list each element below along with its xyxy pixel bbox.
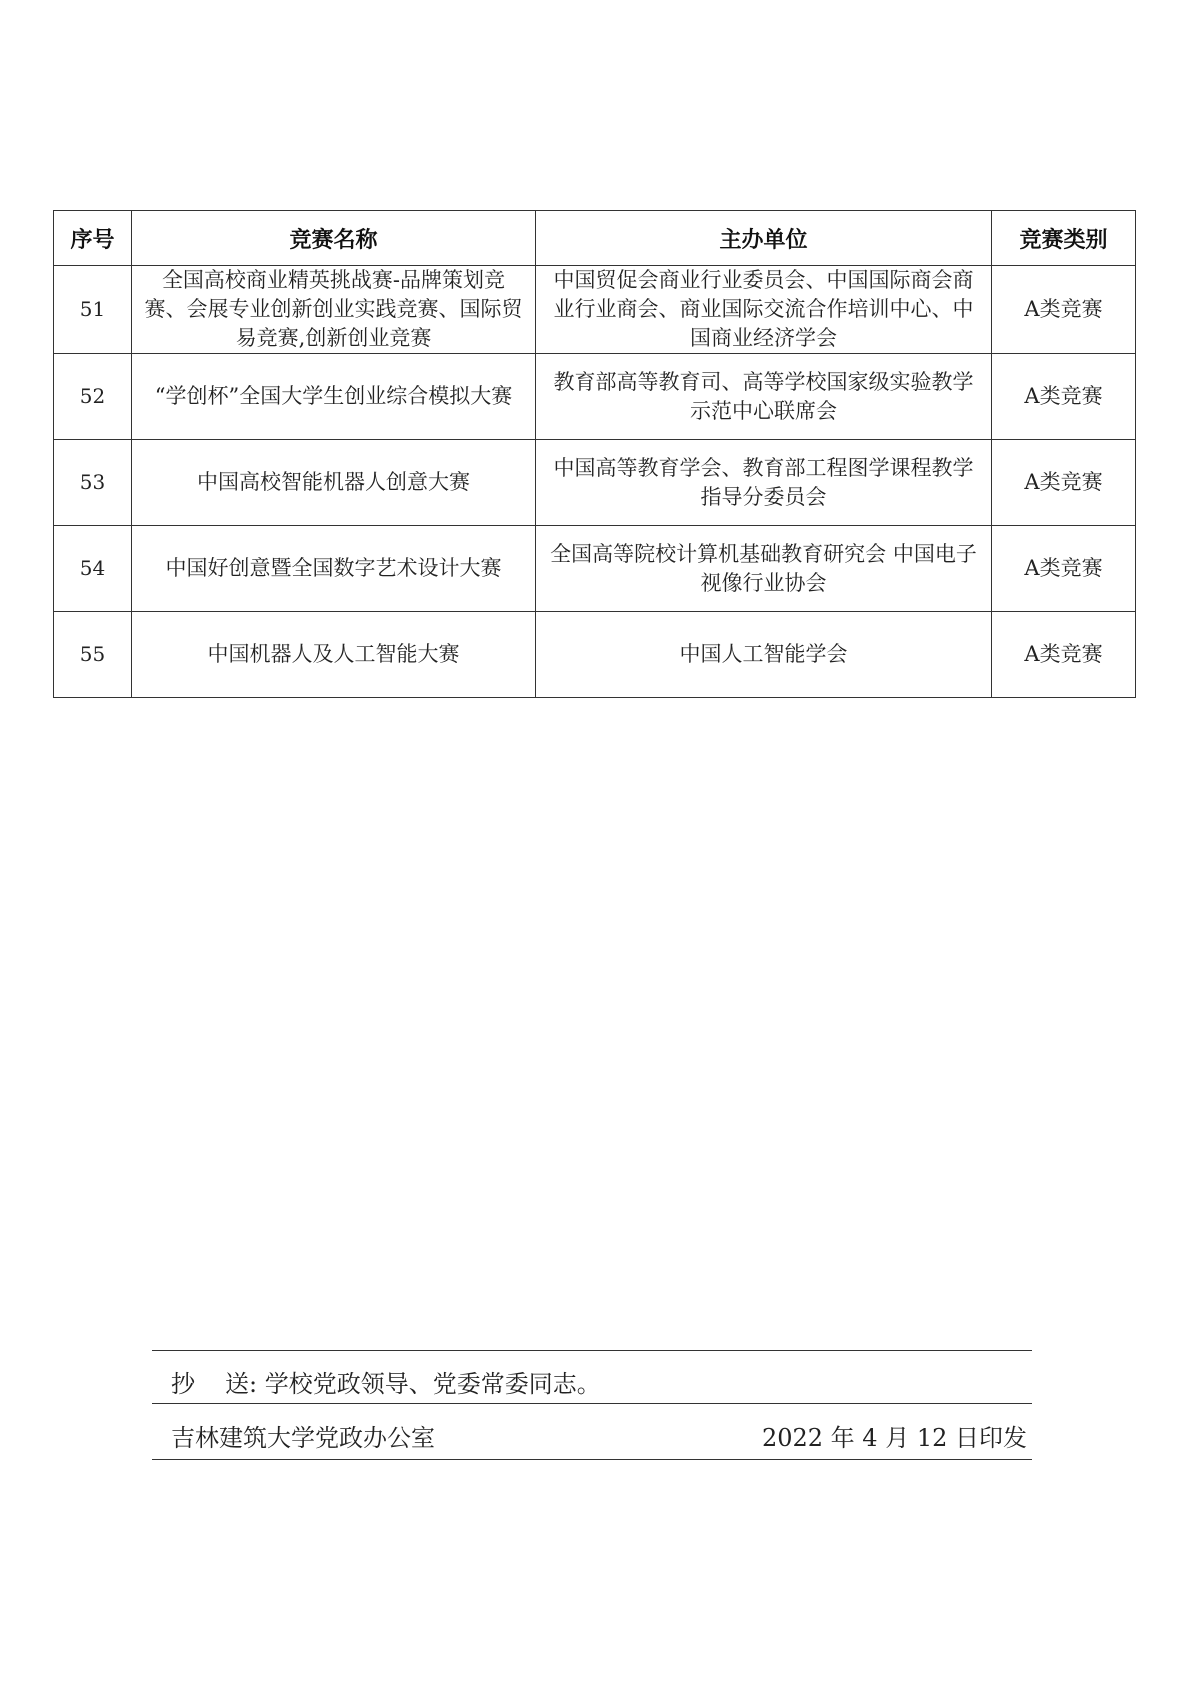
cc-label: 抄 送: (171, 1370, 258, 1398)
competition-name: 中国高校智能机器人创意大赛 (132, 440, 536, 526)
row-number: 54 (54, 526, 132, 612)
header-number: 序号 (54, 211, 132, 266)
organizer: 中国贸促会商业行业委员会、中国国际商会商业行业商会、商业国际交流合作培训中心、中国商业经济学会 (536, 266, 992, 354)
footer-top-rule (152, 1350, 1032, 1351)
organizer: 全国高等院校计算机基础教育研究会 中国电子视像行业协会 (536, 526, 992, 612)
row-number: 53 (54, 440, 132, 526)
table-row (54, 266, 1136, 354)
header-organizer: 主办单位 (536, 211, 992, 266)
competition-name: 中国好创意暨全国数字艺术设计大赛 (132, 526, 536, 612)
organizer: 教育部高等教育司、高等学校国家级实验教学示范中心联席会 (536, 354, 992, 440)
footer-bottom-rule (152, 1459, 1032, 1460)
competition-category: A类竞赛 (992, 612, 1136, 698)
row-number: 55 (54, 612, 132, 698)
table-row (54, 612, 1136, 698)
cc-recipients: 学校党政领导、党委常委同志。 (264, 1370, 601, 1398)
header-category: 竞赛类别 (992, 211, 1136, 266)
organizer: 中国人工智能学会 (536, 612, 992, 698)
issuer: 吉林建筑大学党政办公室 (171, 1424, 435, 1452)
competition-category: A类竞赛 (992, 440, 1136, 526)
row-number: 51 (54, 266, 132, 354)
table-header-row (54, 211, 1136, 266)
footer-middle-rule (152, 1403, 1032, 1404)
competition-name: “学创杯”全国大学生创业综合模拟大赛 (132, 354, 536, 440)
table-row (54, 440, 1136, 526)
competition-category: A类竞赛 (992, 526, 1136, 612)
organizer: 中国高等教育学会、教育部工程图学课程教学指导分委员会 (536, 440, 992, 526)
table-row (54, 354, 1136, 440)
header-competition-name: 竞赛名称 (132, 211, 536, 266)
competition-name: 中国机器人及人工智能大赛 (132, 612, 536, 698)
row-number: 52 (54, 354, 132, 440)
competition-category: A类竞赛 (992, 266, 1136, 354)
cc-line (171, 1364, 601, 1399)
competition-name: 全国高校商业精英挑战赛-品牌策划竞赛、会展专业创新创业实践竞赛、国际贸易竞赛,创新创业竞赛 (132, 266, 536, 354)
competition-category: A类竞赛 (992, 354, 1136, 440)
table-row (54, 526, 1136, 612)
issue-date: 2022 年 4 月 12 日印发 (761, 1424, 1027, 1452)
competition-table (53, 210, 1136, 698)
